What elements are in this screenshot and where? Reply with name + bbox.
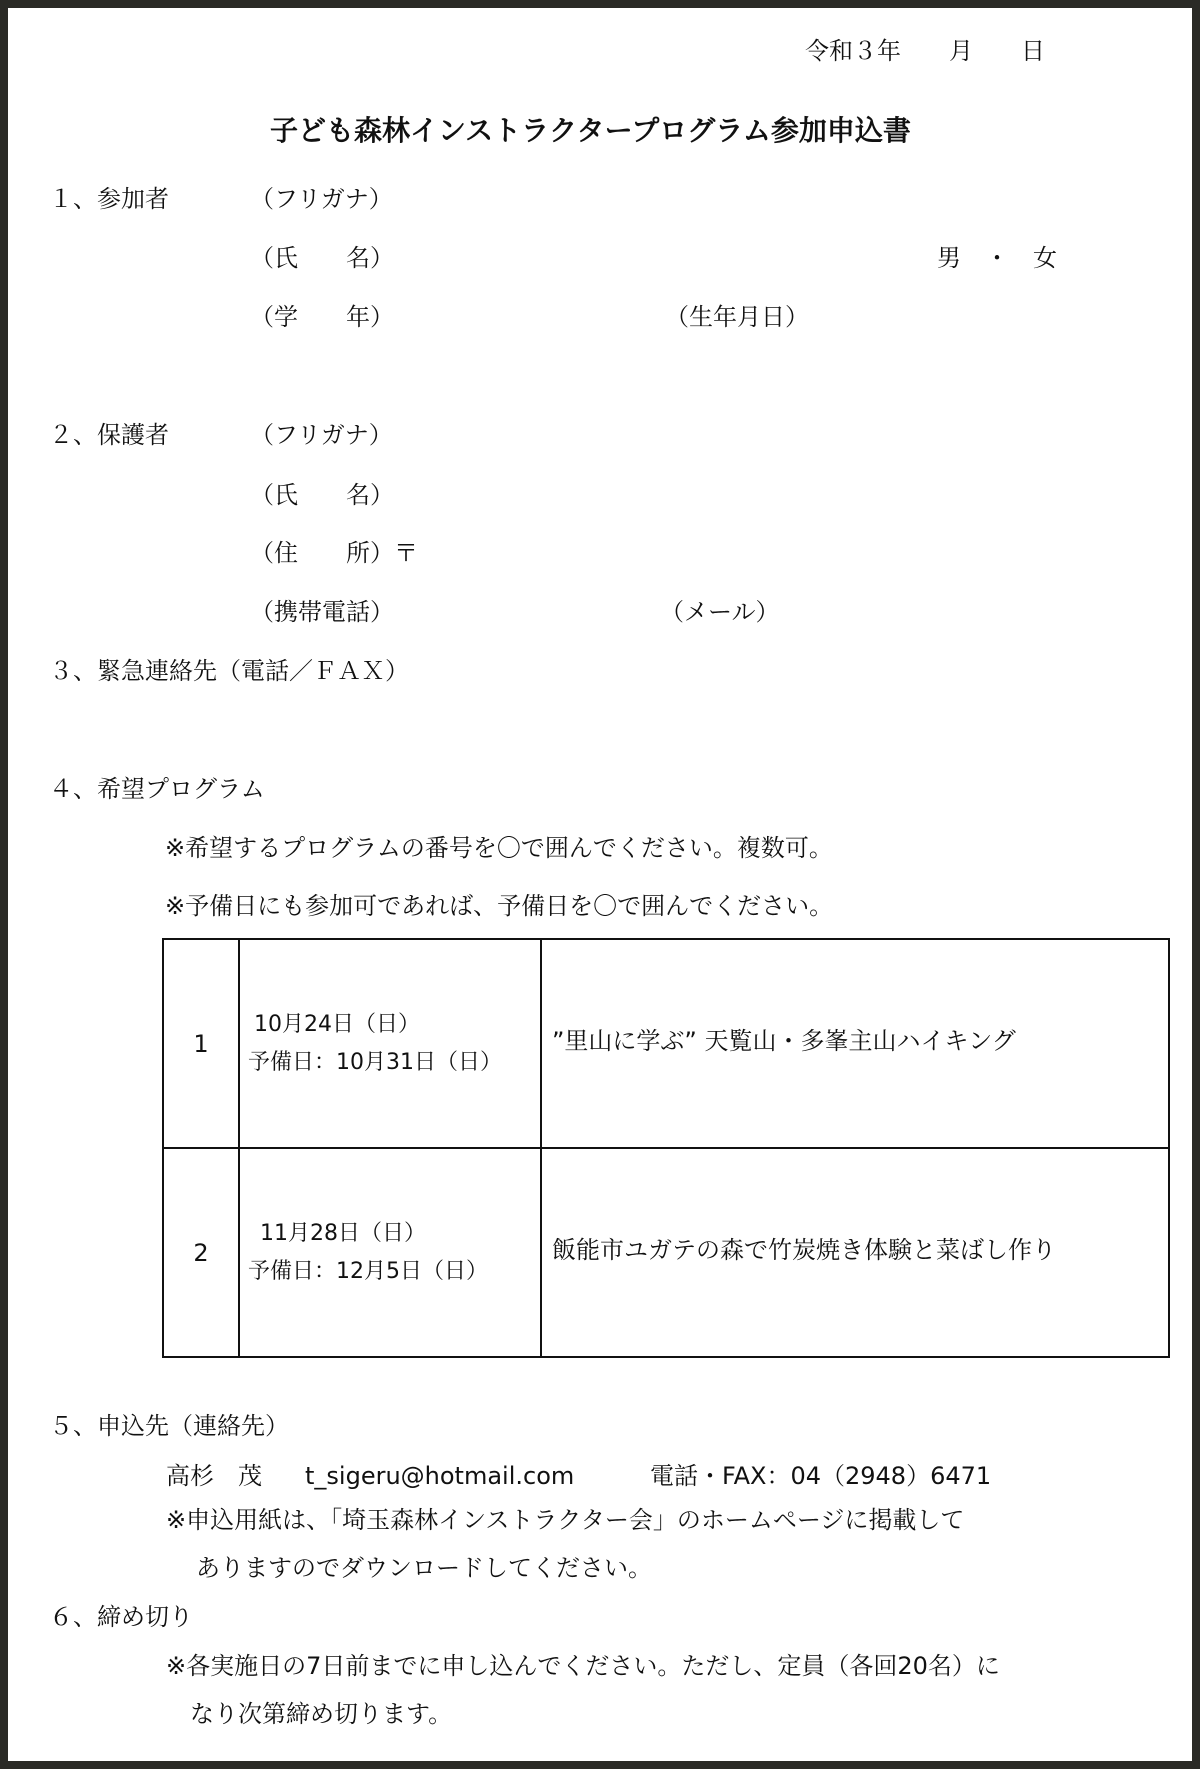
guardian-email-label: （メール） (660, 598, 780, 626)
deadline-heading: ６、締め切り (49, 1603, 193, 1631)
program-description-cell (541, 1148, 1169, 1357)
contact-heading: ５、申込先（連絡先） (49, 1412, 289, 1440)
program-description: 飯能市ユガテの森で竹炭焼き体験と菜ばし作り (552, 1235, 1056, 1264)
participant-heading: １、参加者 (49, 185, 169, 213)
form-title: 子ども森林インストラクタープログラム参加申込書 (270, 114, 911, 147)
program-description-cell (541, 939, 1169, 1148)
gender-selection: 男 ・ 女 (937, 244, 1057, 272)
date-line: 令和３年 月 日 (805, 37, 1045, 65)
program-date: 11月28日（日） (260, 1220, 426, 1246)
guardian-furigana-label: （フリガナ） (250, 421, 393, 449)
contact-name: 高杉 茂 (166, 1462, 262, 1490)
program-dates (239, 1148, 541, 1357)
programs-note-multiple: ※希望するプログラムの番号を〇で囲んでください。複数可。 (165, 834, 833, 862)
program-date: 10月24日（日） (254, 1011, 420, 1037)
participant-birthdate-label: （生年月日） (665, 303, 809, 331)
contact-phone: 電話・FAX：04（2948）6471 (650, 1462, 992, 1490)
program-table (162, 938, 1170, 1358)
contact-note-line2: ありますのでダウンロードしてください。 (196, 1554, 652, 1582)
guardian-heading: ２、保護者 (49, 421, 169, 449)
contact-email: t_sigeru@hotmail.com (305, 1462, 575, 1490)
table-row (163, 1148, 1169, 1357)
contact-note-line1: ※申込用紙は、「埼玉森林インストラクター会」のホームページに掲載して (166, 1506, 965, 1534)
program-dates (239, 939, 541, 1148)
program-number: 1 (163, 939, 239, 1148)
program-description: ”里山に学ぶ” 天覧山・多峯主山ハイキング (552, 1026, 1016, 1055)
guardian-name-label: （氏 名） (250, 481, 394, 509)
participant-name-label: （氏 名） (250, 244, 394, 272)
participant-furigana-label: （フリガナ） (250, 185, 393, 213)
guardian-address-label: （住 所）〒 (250, 539, 418, 567)
table-row (163, 939, 1169, 1148)
program-number: 2 (163, 1148, 239, 1357)
emergency-heading: ３、緊急連絡先（電話／ＦＡＸ） (49, 657, 409, 685)
deadline-note-line1: ※各実施日の7日前までに申し込んでください。ただし、定員（各回20名）に (166, 1652, 1000, 1680)
guardian-mobile-label: （携帯電話） (250, 598, 394, 626)
programs-heading: ４、希望プログラム (49, 775, 265, 803)
participant-grade-label: （学 年） (250, 303, 394, 331)
program-reserve-date: 予備日：12月5日（日） (248, 1258, 488, 1284)
programs-note-reserve: ※予備日にも参加可であれば、予備日を〇で囲んでください。 (165, 892, 834, 920)
deadline-note-line2: なり次第締め切ります。 (190, 1700, 453, 1728)
program-reserve-date: 予備日：10月31日（日） (248, 1049, 502, 1075)
